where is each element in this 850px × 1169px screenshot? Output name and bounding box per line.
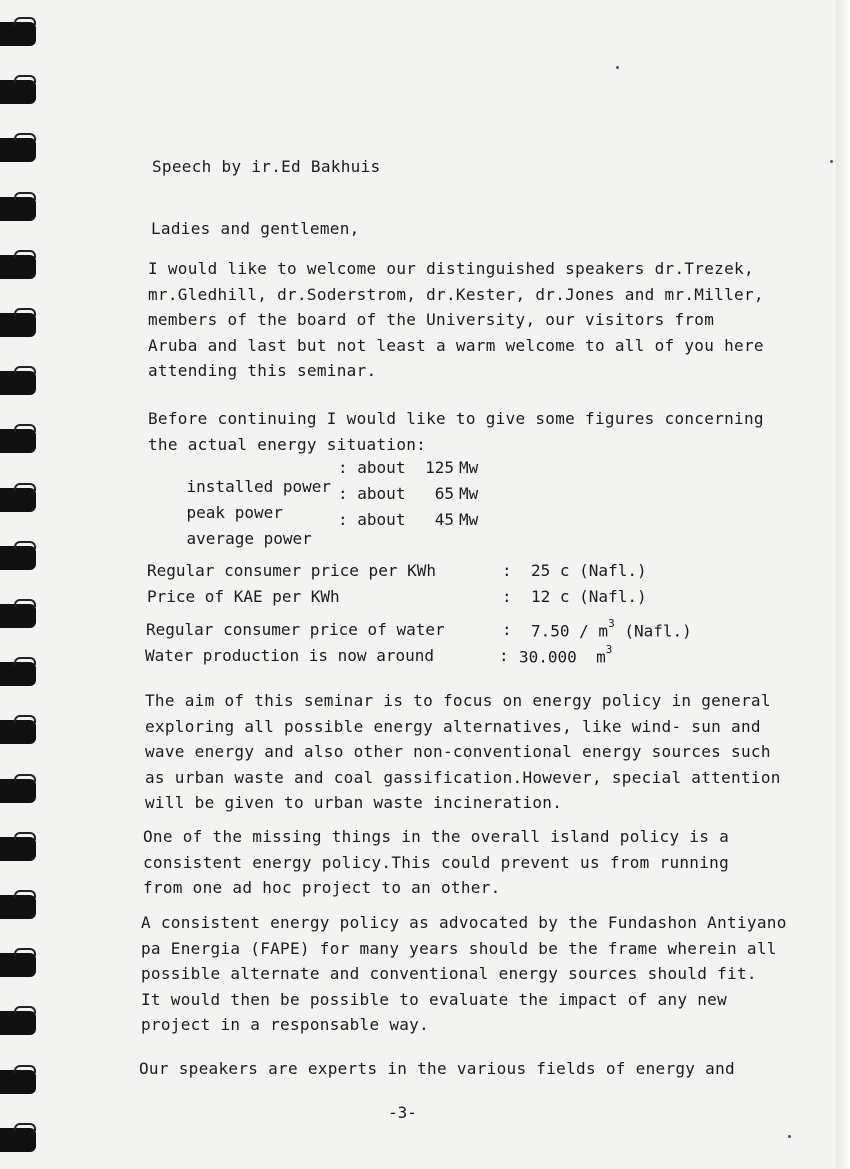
- text-line: One of the missing things in the overall island policy is a: [143, 827, 730, 846]
- price-sep: :: [502, 561, 512, 580]
- binding-coil: [0, 604, 36, 628]
- price-sep: :: [502, 587, 512, 606]
- text-line: The aim of this seminar is to focus on energy policy in general: [145, 691, 771, 710]
- power-value: 125: [425, 458, 454, 477]
- page-number: -3-: [388, 1103, 417, 1122]
- power-row: average power: [186, 529, 312, 548]
- text-line: Aruba and last but not least a warm welcome to all of you here: [148, 335, 764, 355]
- text-line: I would like to welcome our distinguished speakers dr.Trezek,: [148, 259, 754, 278]
- text-line: from one ad hoc project to an other.: [143, 878, 501, 898]
- text-line: mr.Gledhill, dr.Soderstrom, dr.Kester, dr.Jones and mr.Miller,: [148, 284, 764, 304]
- binding-coil: [0, 1128, 36, 1152]
- binding-coil: [0, 138, 36, 162]
- price-value: 25 c (Nafl.): [531, 561, 647, 580]
- binding-coil: [0, 1011, 36, 1035]
- water-label: Regular consumer price of water: [146, 620, 445, 639]
- power-unit: Mw: [459, 484, 479, 503]
- binding-coil: [0, 837, 36, 861]
- power-row: installed power: [186, 477, 332, 496]
- price-label: Regular consumer price per KWh: [147, 561, 436, 580]
- text-line: as urban waste and coal gassification.However, special attention: [145, 767, 781, 787]
- text-line: A consistent energy policy as advocated by the Fundashon Antiyano: [141, 913, 787, 932]
- water-value: 30.000 $m^3$: [519, 643, 613, 667]
- text-line: wave energy and also other non-conventional energy sources such: [145, 742, 771, 762]
- text-line: project in a responsable way.: [141, 1015, 430, 1035]
- water-sep: :: [502, 620, 512, 639]
- text-line: will be given to urban waste incineration.: [145, 793, 563, 813]
- water-value: $7.50 / m^3$ (Nafl.): [531, 617, 692, 641]
- power-unit: Mw: [459, 458, 479, 477]
- binding-coil: [0, 662, 36, 686]
- power-sep: : about: [338, 458, 406, 477]
- price-value: 12 c (Nafl.): [531, 587, 647, 606]
- price-label: Price of KAE per KWh: [147, 587, 340, 606]
- water-sep: :: [499, 646, 509, 665]
- speech-title: Speech by ir.Ed Bakhuis: [152, 157, 381, 176]
- binding-coil: [0, 488, 36, 512]
- aim-paragraph: [145, 688, 781, 816]
- text-line: attending this seminar.: [148, 361, 377, 381]
- power-unit: Mw: [459, 510, 479, 529]
- text-line: possible alternate and conventional energy sources should fit.: [141, 964, 757, 984]
- page-edge: [836, 0, 850, 1169]
- binding-coil: [0, 80, 36, 104]
- text-line: Before continuing I would like to give some figures concerning: [148, 409, 764, 428]
- text-line: Our speakers are experts in the various fields of energy and: [139, 1059, 735, 1078]
- binding-coil: [0, 371, 36, 395]
- power-value: 65: [434, 484, 454, 503]
- salutation: Ladies and gentlemen,: [151, 219, 360, 238]
- power-sep: : about: [338, 510, 406, 529]
- binding-coil: [0, 546, 36, 570]
- binding-coil: [0, 429, 36, 453]
- binding-coil: [0, 720, 36, 744]
- spiral-binding: [0, 0, 42, 1169]
- binding-coil: [0, 255, 36, 279]
- welcome-paragraph: [148, 256, 764, 384]
- binding-coil: [0, 22, 36, 46]
- policy-paragraph: [143, 824, 729, 901]
- text-line: the actual energy situation:: [148, 434, 427, 454]
- binding-coil: [0, 953, 36, 977]
- text-line: exploring all possible energy alternatives, like wind- sun and: [145, 716, 761, 736]
- figures-intro: [148, 406, 764, 457]
- text-line: pa Energia (FAPE) for many years should be the frame wherein all: [141, 938, 777, 958]
- speck: [616, 66, 619, 69]
- speck: [830, 160, 833, 163]
- power-value: 45: [434, 510, 454, 529]
- power-sep: : about: [338, 484, 406, 503]
- speck: [788, 1135, 791, 1138]
- fape-paragraph: [141, 910, 787, 1038]
- water-label: Water production is now around: [145, 646, 434, 665]
- binding-coil: [0, 313, 36, 337]
- binding-coil: [0, 895, 36, 919]
- power-row: peak power: [186, 503, 283, 522]
- speakers-paragraph: [139, 1056, 735, 1082]
- text-line: members of the board of the University, our visitors from: [148, 310, 715, 330]
- binding-coil: [0, 197, 36, 221]
- binding-coil: [0, 1070, 36, 1094]
- text-line: consistent energy policy.This could prevent us from running: [143, 852, 730, 872]
- text-line: It would then be possible to evaluate the impact of any new: [141, 989, 728, 1009]
- binding-coil: [0, 779, 36, 803]
